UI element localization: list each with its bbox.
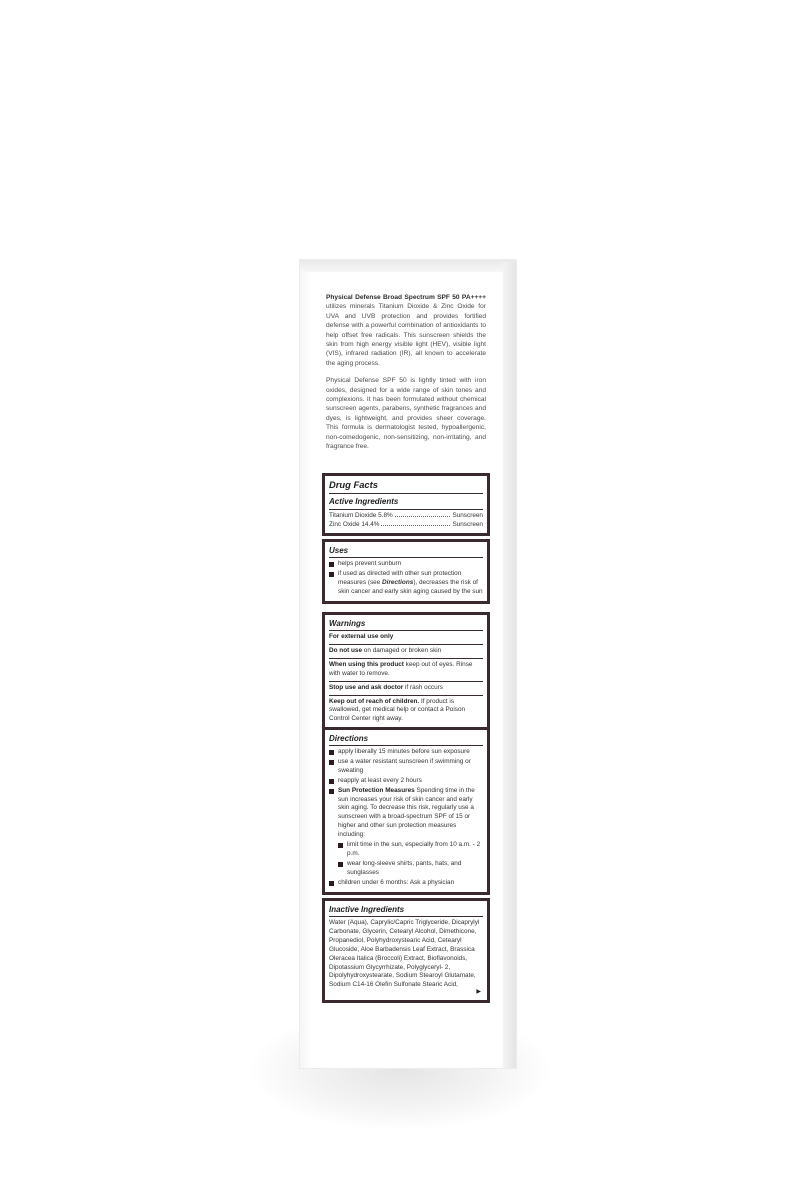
drug-facts-title: Drug Facts <box>329 479 483 494</box>
warning-text: If product is swallowed, get medical help or contact a Poison Control Center right away. <box>329 697 466 723</box>
description-paragraph-2: Physical Defense SPF 50 is lightly tinted with iron oxides, designed for a wide range of skin tones and complexions. It has been formulated without chemical sunscreen agents, parabens, synthetic fragrances and dyes, is lightweight, and provides sheer coverage. This formula is dermatologist tested, hypoallergenic, non-comedogenic, non-sensitizing, non-irritating, and fragrance free. <box>326 377 486 451</box>
active-ingredient-name: Zinc Oxide 14.4% <box>329 520 380 528</box>
divider <box>329 509 483 510</box>
warning-label: Do not use <box>329 646 363 654</box>
direction-text: use a water resistant sunscreen if swimming or sweating <box>338 757 471 774</box>
product-box-side-edge <box>503 262 516 1068</box>
warning-text: on damaged or broken skin <box>362 646 442 654</box>
bullet-square-icon <box>329 750 334 755</box>
warning-label: When using this product <box>329 660 404 668</box>
bullet-square-icon <box>329 760 334 765</box>
active-ingredient-name: Titanium Dioxide 5.8% <box>329 512 393 519</box>
warning-item <box>329 633 483 645</box>
direction-text: apply liberally 15 minutes before sun exposure <box>338 748 470 755</box>
direction-text <box>338 787 483 840</box>
warnings-heading: Warnings <box>329 618 483 631</box>
warning-item <box>329 698 483 727</box>
drug-facts-panel <box>322 473 490 536</box>
bullet-square-icon <box>329 572 334 577</box>
directions-reference: Directions <box>382 578 414 586</box>
list-item <box>329 758 483 776</box>
warning-item <box>329 661 483 682</box>
list-item <box>329 560 483 569</box>
active-ingredient-row <box>329 521 483 530</box>
bullet-square-icon <box>329 562 334 567</box>
uses-heading: Uses <box>329 545 483 558</box>
product-description <box>326 293 486 460</box>
bullet-square-icon <box>329 779 334 784</box>
list-item <box>329 787 483 840</box>
bullet-square-icon <box>329 881 334 886</box>
warning-text: keep out of eyes. Rinse with water to remove. <box>329 660 473 677</box>
inactive-ingredients-panel <box>322 898 490 1003</box>
bullet-square-icon <box>329 789 334 794</box>
warning-item <box>329 684 483 696</box>
active-ingredient-purpose: Sunscreen <box>452 512 483 519</box>
product-box-top-edge <box>300 260 516 272</box>
list-item <box>329 777 483 786</box>
warning-label: Keep out of reach of children. <box>329 697 420 705</box>
list-item <box>329 879 483 888</box>
warning-label: Stop use and ask doctor <box>329 683 404 691</box>
list-item <box>329 570 483 597</box>
bullet-square-icon <box>338 862 343 867</box>
sun-protection-label: Sun Protection Measures <box>338 786 415 794</box>
external-use-text: For external use only <box>329 633 394 640</box>
direction-subtext: limit time in the sun, especially from 10 a.m. - 2 p.m. <box>347 841 481 857</box>
inactive-ingredients-text: Water (Aqua), Caprylic/Capric Triglyceride, Dicaprylyl Carbonate, Glycerin, Cetearyl Alcohol, Dimethicone, Propanediol, Polyhydroxystearic Acid, Cetearyl Glucoside, Aloe Barbadensis Leaf Extract, Brassica Oleracea Italica (Broccoli) Extract, Bioflavonoids, Dipotassium Glycyrrhizate, Polyglyceryl- 2, Dipolyhydroxystearate, Sodium Stearoyl Glutamate, Sodium C14-16 Olefin Sulfonate Stearic Acid, <box>329 919 480 989</box>
uses-text-part: ), decreases the risk of skin cancer and early skin aging caused by the sun <box>338 578 483 595</box>
directions-heading: Directions <box>329 733 483 746</box>
description-paragraph-1 <box>326 293 486 368</box>
description-text-1: utilizes minerals Titanium Dioxide & Zinc Oxide for UVA and UVB protection and provides fortified defense with a powerful combination of antioxidants to help offset free radicals. This sunscreen shields the skin from high energy visible light (HEV), visible light (VIS), infrared radiation (IR), all known to accelerate the aging process. <box>326 303 486 367</box>
inactive-ingredients-heading: Inactive Ingredients <box>329 904 483 917</box>
warning-text: if rash occurs <box>403 683 443 691</box>
uses-item-text: helps prevent sunburn <box>338 560 402 567</box>
active-ingredient-purpose: Sunscreen <box>452 520 483 528</box>
active-ingredient-row <box>329 512 483 521</box>
dot-leader <box>395 516 451 517</box>
active-ingredients-heading: Active Ingredients <box>329 497 399 506</box>
sun-protection-text: Spending time in the sun increases your risk of skin cancer and early skin aging. To decrease this risk, regularly use a sunscreen with a broad-spectrum SPF of 15 or higher and other sun protection measures including: <box>338 786 475 839</box>
list-item <box>329 860 483 878</box>
direction-text: reapply at least every 2 hours <box>338 776 422 784</box>
uses-item-text <box>338 570 483 597</box>
warnings-panel <box>322 612 490 732</box>
direction-subtext: wear long-sleeve shirts, pants, hats, and sunglasses <box>347 859 462 876</box>
direction-text: children under 6 months: Ask a physician <box>338 878 455 886</box>
list-item <box>329 841 483 859</box>
bullet-square-icon <box>338 843 343 848</box>
uses-panel <box>322 539 490 604</box>
directions-panel <box>322 727 490 895</box>
continue-arrow-icon: ▶ <box>476 989 481 996</box>
list-item <box>329 748 483 757</box>
dot-leader <box>381 525 450 526</box>
warning-item <box>329 647 483 659</box>
uses-text-part: if used as directed with other sun protection measures (see <box>338 569 462 586</box>
description-product-name: Physical Defense Broad Spectrum SPF 50 PA++++ <box>326 294 486 301</box>
